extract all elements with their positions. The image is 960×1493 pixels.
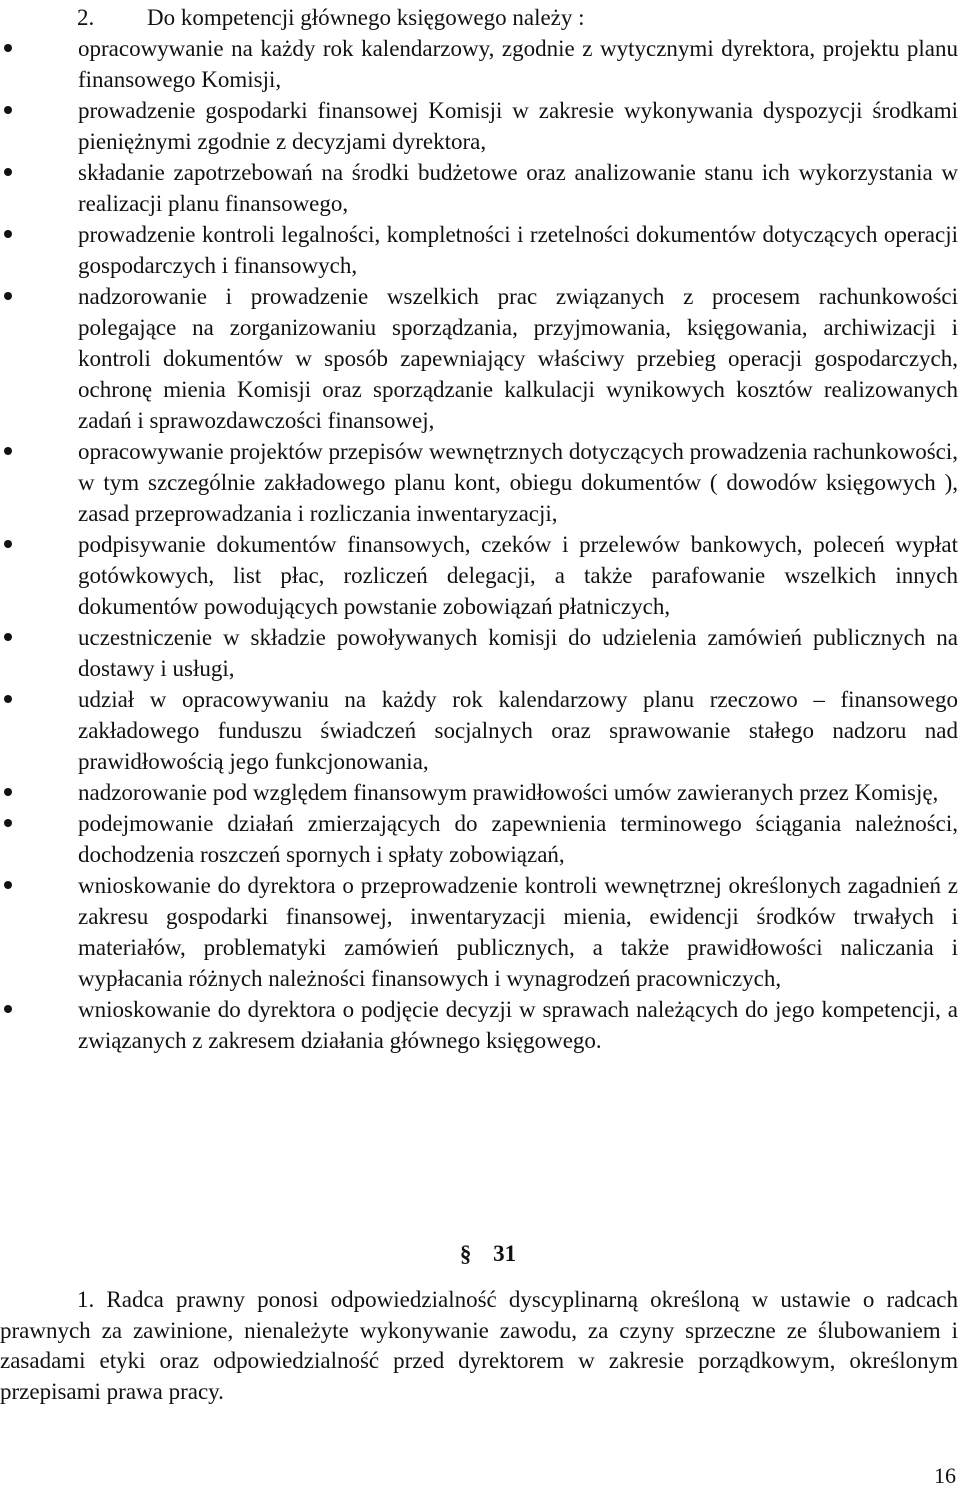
bullet-icon [4,447,12,455]
competency-list [0,33,960,1056]
list-item [0,95,960,157]
list-item-text: nadzorowanie pod względem finansowym prawidłowości umów zawieranych przez Komisję, [78,780,939,805]
list-item-text: wnioskowanie do dyrektora o podjęcie decyzji w sprawach należących do jego kompetencji, a związanych z zakresem działania głównego księgowego. [78,997,958,1053]
bullet-icon [4,230,12,238]
list-item-text: nadzorowanie i prowadzenie wszelkich prac związanych z procesem rachunkowości polegające na zorganizowaniu sporządzania, przyjmowania, księgowania, archiwizacji i kontroli dokumentów w sposób zapewniający właściwy przebieg operacji gospodarczych, ochronę mienia Komisji oraz sporządzanie kalkulacji wynikowych kosztów realizowanych zadań i sprawozdawczości finansowej, [78,284,958,433]
list-item-text: udział w opracowywaniu na każdy rok kalendarzowy planu rzeczowo – finansowego zakładowego funduszu świadczeń socjalnych oraz sprawowanie stałego nadzoru nad prawidłowością jego funkcjonowania, [78,687,958,774]
list-item-text: podpisywanie dokumentów finansowych, czeków i przelewów bankowych, poleceń wypłat gotówkowych, list płac, rozliczeń delegacji, a także parafowanie wszelkich innych dokumentów powodujących powstanie zobowiązań płatniczych, [78,532,958,619]
list-item [0,994,960,1056]
page-number: 16 [934,1463,956,1488]
bullet-icon [4,881,12,889]
list-item [0,157,960,219]
list-item [0,33,960,95]
list-item-text: składanie zapotrzebowań na środki budżetowe oraz analizowanie stanu ich wykorzystania w realizacji planu finansowego, [78,160,958,216]
list-item [0,281,960,436]
bullet-icon [4,540,12,548]
list-item-text: podejmowanie działań zmierzających do zapewnienia terminowego ściągania należności, dochodzenia roszczeń spornych i spłaty zobowiązań, [78,811,958,867]
section-number: 31 [493,1241,517,1266]
list-item [0,808,960,870]
section-heading [0,1238,960,1269]
list-item [0,219,960,281]
bullet-icon [4,44,12,52]
list-item [0,777,960,808]
intro-text: Do kompetencji głównego księgowego należy : [147,5,585,30]
bullet-icon [4,168,12,176]
list-item [0,684,960,777]
list-item-text: uczestniczenie w składzie powoływanych komisji do udzielenia zamówień publicznych na dostawy i usługi, [78,625,958,681]
bullet-icon [4,788,12,796]
list-item [0,622,960,684]
bullet-icon [4,633,12,641]
bullet-icon [4,292,12,300]
list-item-text: wnioskowanie do dyrektora o przeprowadzenie kontroli wewnętrznej określonych zagadnień z zakresu gospodarki finansowej, inwentaryzacji mienia, ewidencji środków trwałych i materiałów, problematyki zamówień publicznych, a także prawidłowości naliczania i wypłacania różnych należności finansowych i wynagrodzeń pracowniczych, [78,873,958,991]
list-item-text: prowadzenie gospodarki finansowej Komisji w zakresie wykonywania dyspozycji środkami pieniężnymi zgodnie z decyzjami dyrektora, [78,98,958,154]
list-item [0,436,960,529]
paragraph-number: 1. [77,1287,95,1312]
list-intro [0,2,960,33]
bullet-icon [4,819,12,827]
list-item-text: opracowywanie na każdy rok kalendarzowy, zgodnie z wytycznymi dyrektora, projektu planu finansowego Komisji, [78,36,958,92]
bullet-icon [4,695,12,703]
list-item-text: prowadzenie kontroli legalności, kompletności i rzetelności dokumentów dotyczących operacji gospodarczych i finansowych, [78,222,958,278]
section-symbol: § [459,1241,472,1266]
paragraph-text: Radca prawny ponosi odpowiedzialność dyscyplinarną określoną w ustawie o radcach prawnych za zawinione, nienależyte wykonywanie zawodu, za czyny sprzeczne ze ślubowaniem i zasadami etyki oraz odpowiedzialność przed dyrektorem w zakresie porządkowym, określonym przepisami prawa pracy. [0,1287,958,1404]
list-item [0,529,960,622]
section-paragraph [0,1285,958,1407]
intro-number: 2. [77,5,95,30]
bullet-icon [4,1005,12,1013]
bullet-icon [4,106,12,114]
list-item [0,870,960,994]
list-item-text: opracowywanie projektów przepisów wewnętrznych dotyczących prowadzenia rachunkowości, w tym szczególnie zakładowego planu kont, obiegu dokumentów ( dowodów księgowych ), zasad przeprowadzania i rozliczania inwentaryzacji, [78,439,958,526]
